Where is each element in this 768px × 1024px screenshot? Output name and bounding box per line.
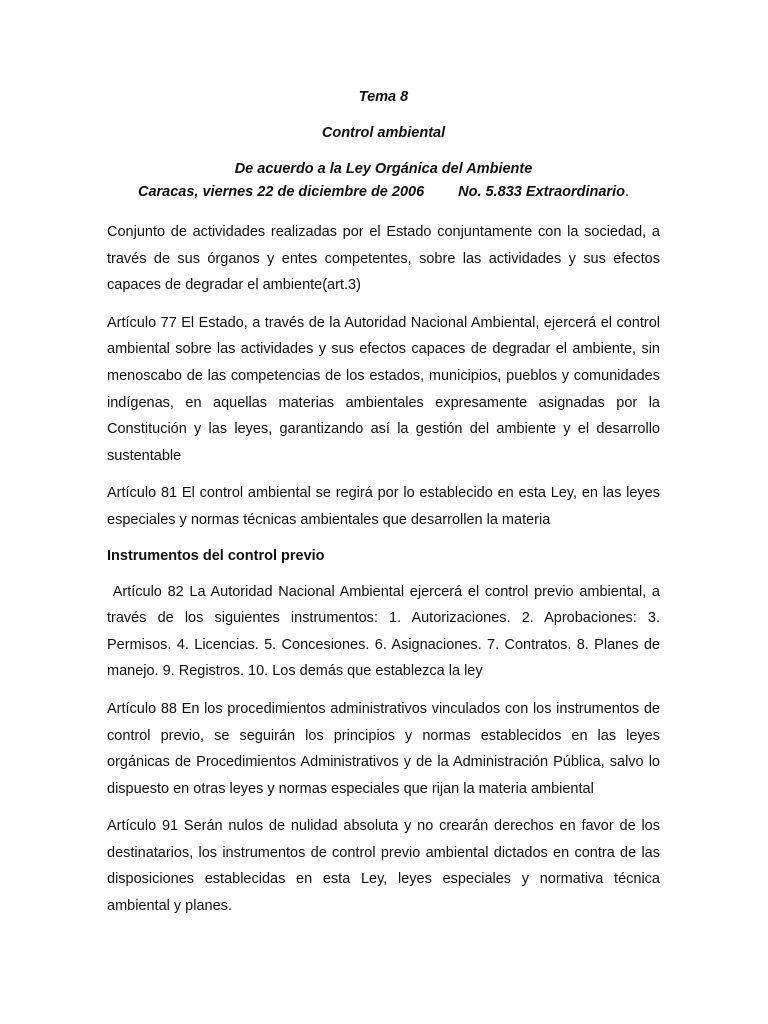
gazette-number: No. 5.833 Extraordinario — [458, 184, 625, 200]
paragraph-article-82: Artículo 82 La Autoridad Nacional Ambiental ejercerá el control previo ambiental, a través de los siguientes instrumentos: 1. Autorizaciones. 2. Aprobaciones: 3. Permisos. 4. Licencias. 5. Concesiones. 6. Asignaciones. 7. Contratos. 8. Planes de manejo. 9. Registros. 10. Los demás que establezca la ley — [107, 583, 665, 680]
law-reference: De acuerdo a la Ley Orgánica del Ambiente — [234, 161, 533, 177]
gazette-reference — [107, 183, 660, 201]
gazette-date: Caracas, viernes 22 de diciembre de 2006 — [138, 184, 425, 200]
paragraph-article-77: Artículo 77 El Estado, a través de la Autoridad Nacional Ambiental, ejercerá el control ambiental sobre las actividades y sus efectos capaces de degradar el ambiente, sin menoscabo de las competencias de los estados, municipios, pueblos y comunidades indígenas, en aquellas materias ambientales expresamente asignadas por la Constitución y las leyes, garantizando así la gestión del ambiente y el desarrollo sustentable — [107, 314, 660, 464]
document-page — [107, 88, 665, 931]
paragraph-definition: Conjunto de actividades realizadas por el Estado conjuntamente con la sociedad, a través de sus órganos y entes competentes, sobre las actividades y sus efectos capaces de degradar el ambiente(art.3) — [107, 224, 660, 294]
document-title: Control ambiental — [321, 125, 446, 141]
topic-number: Tema 8 — [358, 89, 409, 105]
paragraph-article-91: Artículo 91 Serán nulos de nulidad absoluta y no crearán derechos en favor de los destinatarios, los instrumentos de control previo ambiental dictados en contra de las disposiciones establecidas en esta Ley, leyes especiales y normativa técnica ambiental y planes. — [107, 818, 660, 915]
paragraph-article-88: Artículo 88 En los procedimientos administrativos vinculados con los instrumentos de control previo, se seguirán los principios y normas establecidos en las leyes orgánicas de Procedimientos Administrativos y de la Administración Pública, salvo lo dispuesto en otras leyes y normas especiales que rijan la materia ambiental — [107, 700, 660, 797]
gazette-trailing-period: . — [624, 184, 629, 200]
section-subheading: Instrumentos del control previo — [107, 547, 325, 564]
paragraph-article-81: Artículo 81 El control ambiental se regirá por lo establecido en esta Ley, en las leyes especiales y normas técnicas ambientales que desarrollen la materia — [107, 485, 660, 528]
